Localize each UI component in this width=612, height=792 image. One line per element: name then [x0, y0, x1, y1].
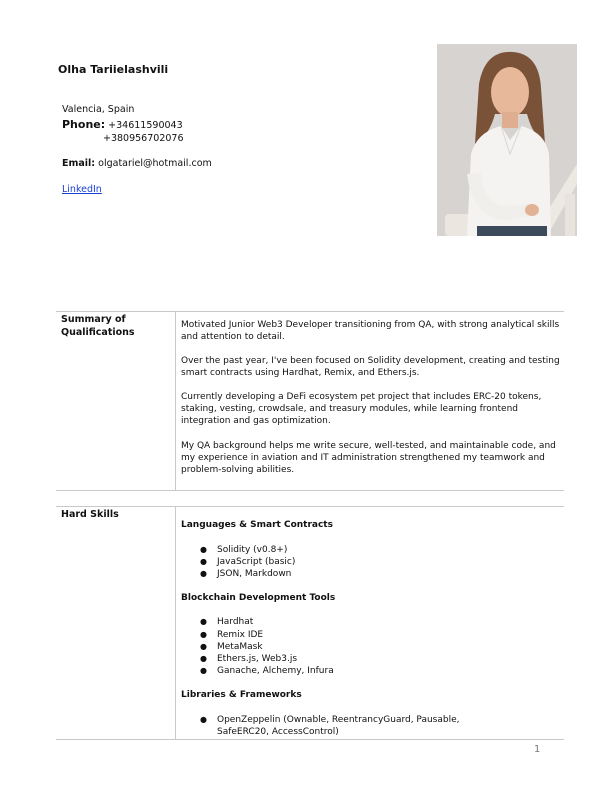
skill-item: JavaScript (basic) — [217, 557, 296, 567]
page-number: 1 — [534, 744, 541, 755]
phone-line — [62, 118, 183, 132]
portrait-illustration — [437, 44, 577, 236]
skill-item: MetaMask — [217, 642, 263, 652]
skill-item: Hardhat — [217, 617, 254, 627]
skills-top-rule — [56, 506, 564, 507]
bullet-icon: ● — [200, 617, 207, 626]
bullet-icon: ● — [200, 630, 207, 639]
skill-item: Remix IDE — [217, 630, 264, 640]
email-address: olgatariel@hotmail.com — [98, 158, 212, 169]
summary-column-divider — [175, 311, 176, 490]
skill-item: Solidity (v0.8+) — [217, 545, 288, 555]
skill-group-title: Libraries & Frameworks — [181, 690, 302, 700]
summary-paragraph: My QA background helps me write secure, well-tested, and maintainable code, and my experience in aviation and IT administration strengthened my teamwork and problem-solving abilities. — [181, 441, 556, 475]
bullet-icon: ● — [200, 666, 207, 675]
email-line — [62, 157, 212, 170]
skill-item: Ethers.js, Web3.js — [217, 654, 298, 664]
bullet-icon: ● — [200, 545, 207, 554]
skill-item: OpenZeppelin (Ownable, ReentrancyGuard, Pausable, SafeERC20, AccessControl) — [217, 715, 460, 737]
skills-bottom-rule — [56, 739, 564, 740]
bullet-icon: ● — [200, 715, 207, 724]
phone-number-1: +34611590043 — [108, 120, 183, 131]
skill-group-title: Blockchain Development Tools — [181, 593, 336, 603]
summary-label: Summary of Qualifications — [61, 314, 135, 338]
summary-bottom-rule — [56, 490, 564, 491]
bullet-icon: ● — [200, 569, 207, 578]
summary-paragraph: Motivated Junior Web3 Developer transitioning from QA, with strong analytical skills and attention to detail. — [181, 320, 560, 342]
hard-skills-label: Hard Skills — [61, 509, 119, 520]
skill-item: JSON, Markdown — [217, 569, 292, 579]
phone-label: Phone: — [62, 118, 106, 131]
summary-top-rule — [56, 311, 564, 312]
linkedin-link[interactable]: LinkedIn — [62, 184, 102, 195]
candidate-name: Olha Tariielashvili — [58, 63, 169, 76]
bullet-icon: ● — [200, 557, 207, 566]
email-label: Email: — [62, 158, 96, 169]
phone-number-2: +380956702076 — [103, 133, 184, 144]
skill-item: Ganache, Alchemy, Infura — [217, 666, 334, 676]
summary-paragraph: Over the past year, I've been focused on Solidity development, creating and testing smart contracts using Hardhat, Remix, and Ethers.js. — [181, 356, 560, 378]
location: Valencia, Spain — [62, 104, 135, 115]
bullet-icon: ● — [200, 654, 207, 663]
summary-paragraph: Currently developing a DeFi ecosystem pet project that includes ERC-20 tokens, staking, vesting, crowdsale, and treasury modules, while learning frontend integration and gas optimization. — [181, 392, 542, 426]
skills-column-divider — [175, 506, 176, 739]
profile-photo — [437, 44, 577, 236]
skill-group-title: Languages & Smart Contracts — [181, 520, 333, 530]
bullet-icon: ● — [200, 642, 207, 651]
